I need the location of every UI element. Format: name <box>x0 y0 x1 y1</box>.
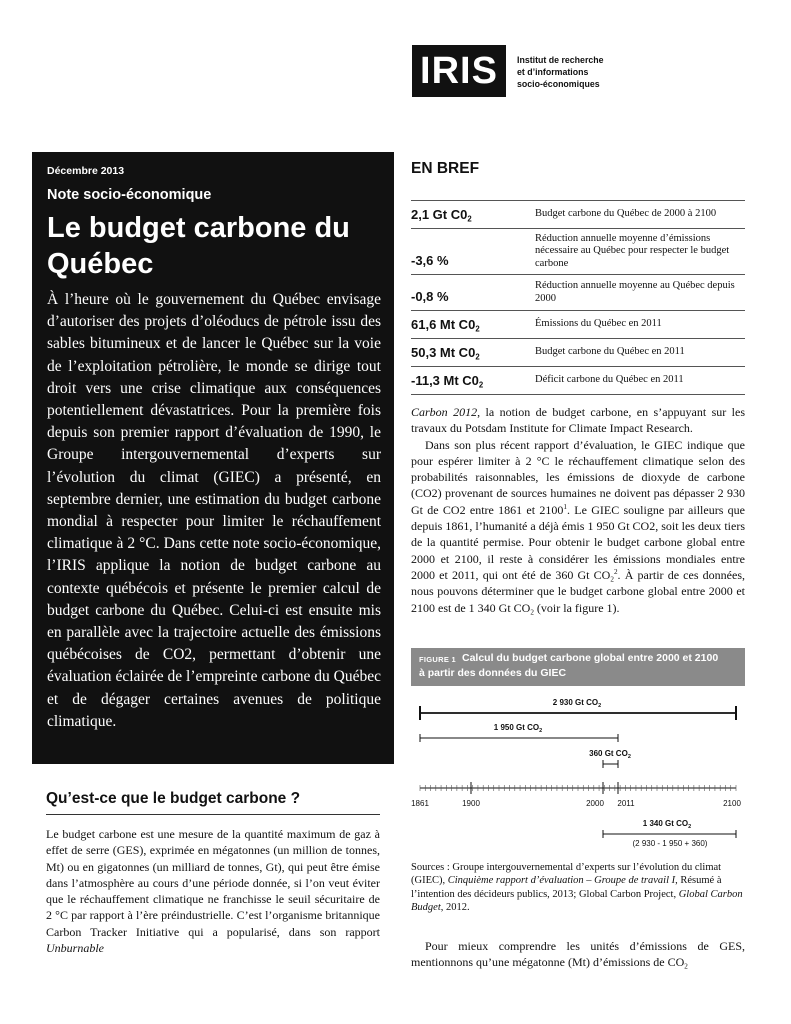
body-emphasis: Carbon 2012 <box>411 405 478 419</box>
figure-header <box>411 648 745 686</box>
right-column-body <box>411 404 745 616</box>
year-label: 1900 <box>462 799 480 808</box>
en-bref-row <box>411 275 745 311</box>
figure-label: FIGURE 1 <box>419 655 456 664</box>
bar-label: 2 930 Gt $CO_2$ <box>552 698 602 709</box>
section-body-emphasis: Unburnable <box>46 941 104 956</box>
section-divider <box>46 814 380 815</box>
en-bref-description: Déficit carbone du Québec en 2011 <box>535 367 745 395</box>
section-body <box>46 826 380 956</box>
logo-tagline-line: socio-économiques <box>517 79 600 89</box>
bar-label: 1 950 Gt $CO_2$ <box>493 723 543 734</box>
en-bref-row <box>411 339 745 367</box>
en-bref-value: 50,3 Mt $C0_2$ <box>411 339 535 367</box>
en-bref-row <box>411 201 745 229</box>
year-label: 2011 <box>617 799 635 808</box>
body-paragraph: Dans son plus récent rapport d’évaluation, le GIEC indique que pour espérer limiter à 2 °C le réchauffement climatique selon des probabilités raisonnables, les émissions de dioxyde de carbone (CO2) provenant de sources humaines ne doivent pas dépasser 2 930 Gt de CO2 entre 1861 et 2100$^1$. Le GIEC souligne par ailleurs que depuis 1861, l’humanité a déjà émis 1 950 Gt CO2, soit les deux tiers de la quantité permise. Pour obtenir le budget carbone global entre 2000 et 2100, il reste à considérer les émissions mondiales entre 2000 et 2011, qui ont été de 360 Gt $CO_2^2$. À partir de ces données, nous pouvons déterminer que le budget carbone global entre 2000 et 2100 est de 1 340 Gt $CO_2$ (voir la figure 1). <box>411 437 745 617</box>
en-bref-value: -3,6 % <box>411 229 535 275</box>
publication-date: Décembre 2013 <box>47 165 125 177</box>
en-bref-value: 2,1 Gt $C0_2$ <box>411 201 535 229</box>
bar-label: 360 Gt $CO_2$ <box>589 749 631 760</box>
formula-label: (2 930 - 1 950 + 360) <box>632 839 708 848</box>
en-bref-description: Émissions du Québec en 2011 <box>535 311 745 339</box>
en-bref-value: -11,3 Mt $C0_2$ <box>411 367 535 395</box>
en-bref-description: Réduction annuelle moyenne d’émissions nécessaire au Québec pour respecter le budget carbone <box>535 229 745 275</box>
en-bref-row <box>411 311 745 339</box>
logo-tagline <box>517 54 637 90</box>
footnote-ref: 1 <box>563 502 567 511</box>
bar-label: 1 340 Gt $CO_2$ <box>642 819 692 830</box>
logo-tagline-line: Institut de recherche <box>517 55 604 65</box>
en-bref-value: -0,8 % <box>411 275 535 311</box>
en-bref-description: Budget carbone du Québec de 2000 à 2100 <box>535 201 745 229</box>
figure-timeline <box>405 690 750 858</box>
footnote-ref: 2 <box>613 567 618 576</box>
lead-paragraph: À l’heure où le gouvernement du Québec envisage d’autoriser des projets d’oléoducs de pétrole issu des sables bitumineux et de lancer le Québec sur la voie de l’exploitation pétrolière, le monde se dirige tout droit vers une crise climatique aux conséquences potentiellement dévastatrices. Pour la première fois depuis son premier rapport d’évaluation de 1990, le Groupe intergouvernemental d’experts sur l’évolution du climat (GIEC) a présenté, en septembre dernier, une estimation du budget carbone mondial à respecter pour limiter le réchauffement climatique à 2 °C. Dans cette note socio-économique, l’IRIS applique la notion de budget carbone au contexte québécois et présente le premier calcul de budget carbone du Québec. Celui-ci est ensuite mis en parallèle avec la trajectoire actuelle des émissions québécoises de CO2, permettant d’obtenir une évaluation éclairée de l’empreinte carbone du Québec et de dégager certaines avenues de politique climatique. <box>47 291 381 730</box>
year-label: 1861 <box>411 799 429 808</box>
en-bref-value: 61,6 Mt $C0_2$ <box>411 311 535 339</box>
en-bref-row <box>411 229 745 275</box>
intro-box <box>32 152 394 764</box>
body-paragraph: Carbon 2012, la notion de budget carbone, en s’appuyant sur les travaux du Potsdam Institute for Climate Impact Research. <box>411 405 745 436</box>
figure-sources: Sources : Groupe intergouvernemental d’experts sur l’évolution du climat (GIEC), Cinquième rapport d’évaluation – Groupe de travail I, Résumé à l’intention des décideurs publics, 2013; Global Carbon Project, Global Carbon Budget, 2012. <box>411 862 743 913</box>
section-body-text: Le budget carbone est une mesure de la quantité maximum de gaz à effet de serre (GES), exprimée en mégatonnes (un million de tonnes, Mt) ou en gigatonnes (un milliard de tonnes, Gt), qui peut être émise dans l’atmosphère au cours d’une période donnée, si l’on veut éviter que le réchauffement climatique ne franchisse le seuil sécuritaire de 2 °C par rapport à l’ère préindustrielle. C’est l’organisme britannique Carbon Tracker Initiative qui a popularisé, dans son rapport <box>46 827 380 939</box>
figure-title: Calcul du budget carbone global entre 2000 et 2100 <box>462 652 719 664</box>
year-label: 2000 <box>586 799 604 808</box>
section-heading: Qu’est-ce que le budget carbone ? <box>46 790 301 807</box>
year-label: 2100 <box>723 799 741 808</box>
en-bref-table <box>411 200 745 395</box>
closing-paragraph: Pour mieux comprendre les unités d’émissions de GES, mentionnons qu’une mégatonne (Mt) d’émissions de $CO_2$ <box>411 939 745 971</box>
iris-logo: IRIS <box>412 45 506 97</box>
document-title: Le budget carbone du Québec <box>47 212 350 280</box>
figure-title-line2: à partir des données du GIEC <box>419 667 567 679</box>
en-bref-description: Réduction annuelle moyenne au Québec depuis 2000 <box>535 275 745 311</box>
en-bref-description: Budget carbone du Québec en 2011 <box>535 339 745 367</box>
en-bref-row <box>411 367 745 395</box>
logo-tagline-line: et d’informations <box>517 67 589 77</box>
en-bref-heading: EN BREF <box>411 160 480 177</box>
document-type: Note socio-économique <box>47 187 212 203</box>
